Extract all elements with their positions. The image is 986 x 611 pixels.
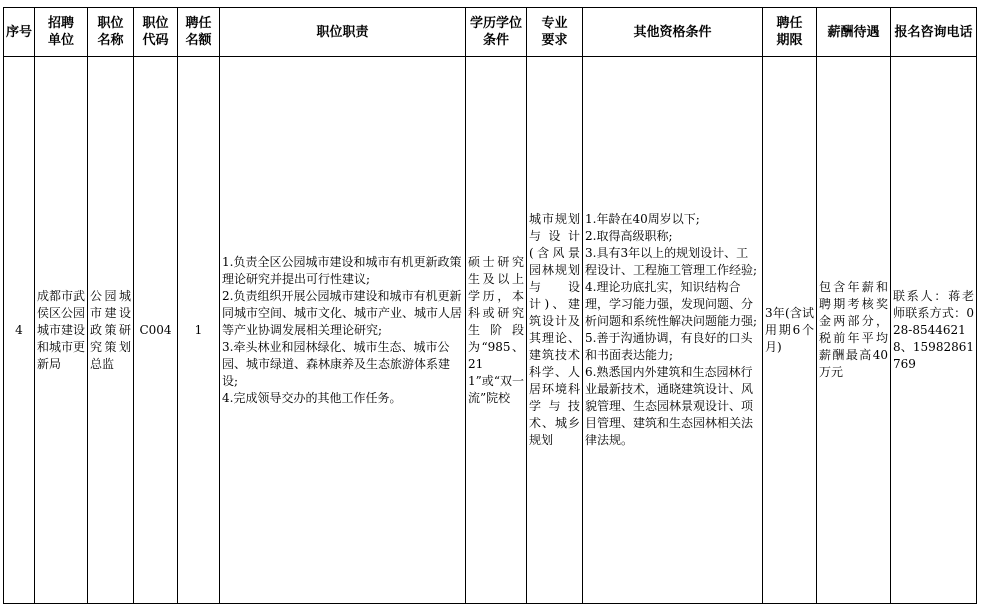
header-salary: 薪酬待遇 — [817, 8, 891, 57]
cell-contact: 联系人：蒋老师联系方式：028-85446218、15982861769 — [891, 57, 977, 604]
cell-position-name: 公园城市建设政策研究策划总监 — [88, 57, 134, 604]
duty-item: 4.完成领导交办的其他工作任务。 — [222, 390, 402, 405]
requirement-item: 1.年龄在40周岁以下; — [585, 212, 700, 226]
cell-other — [583, 57, 763, 604]
header-education: 学历学位 条件 — [466, 8, 527, 57]
cell-education: 硕士研究生及以上学历，本科或研究生阶段为“985、211”或“双一流”院校 — [466, 57, 527, 604]
requirement-item: 6.熟悉国内外建筑和生态园林行业最新技术，通晓建筑设计、风貌管理、生态园林景观设计、项目管理、建筑和生态园林相关法律法规。 — [585, 365, 754, 447]
cell-salary: 包含年薪和聘期考核奖金两部分，税前年平均薪酬最高40万元 — [817, 57, 891, 604]
table-row — [4, 57, 977, 604]
header-duties: 职位职责 — [220, 8, 466, 57]
requirement-item: 2.取得高级职称; — [585, 229, 673, 243]
header-term: 聘任 期限 — [763, 8, 817, 57]
header-position-name: 职位 名称 — [88, 8, 134, 57]
cell-quota: 1 — [178, 57, 220, 604]
duty-item: 2.负责组织开展公园城市建设和城市有机更新同城市空间、城市文化、城市产业、城市人居等产业协调发展相关理论研究; — [222, 288, 463, 337]
cell-seq: 4 — [4, 57, 35, 604]
requirement-item: 3.具有3年以上的规划设计、工程设计、工程施工管理工作经验; — [585, 246, 758, 277]
cell-term: 3年(含试用期6个月) — [763, 57, 817, 604]
cell-major: 城市规划与设计(含风景园林规划与设计)、建筑设计及其理论、建筑技术科学、人居环境科学与技术、城乡规划 — [527, 57, 583, 604]
header-quota: 聘任 名额 — [178, 8, 220, 57]
header-seq: 序号 — [4, 8, 35, 57]
header-row — [4, 8, 977, 57]
duty-item: 1.负责全区公园城市建设和城市有机更新政策理论研究并提出可行性建议; — [222, 254, 462, 286]
header-other: 其他资格条件 — [583, 8, 763, 57]
cell-unit: 成都市武侯区公园城市建设和城市更新局 — [35, 57, 88, 604]
recruitment-table — [3, 7, 977, 604]
header-position-code: 职位 代码 — [134, 8, 178, 57]
cell-duties — [220, 57, 466, 604]
cell-position-code: C004 — [134, 57, 178, 604]
header-contact: 报名咨询电话 — [891, 8, 977, 57]
requirement-item: 5.善于沟通协调，有良好的口头和书面表达能力; — [585, 331, 753, 362]
header-major: 专业 要求 — [527, 8, 583, 57]
header-unit: 招聘 单位 — [35, 8, 88, 57]
duty-item: 3.牵头林业和园林绿化、城市生态、城市公园、城市绿道、森林康养及生态旅游体系建设; — [222, 339, 451, 388]
requirement-item: 4.理论功底扎实，知识结构合理，学习能力强，发现问题、分析问题和系统性解决问题能力强; — [585, 280, 758, 328]
